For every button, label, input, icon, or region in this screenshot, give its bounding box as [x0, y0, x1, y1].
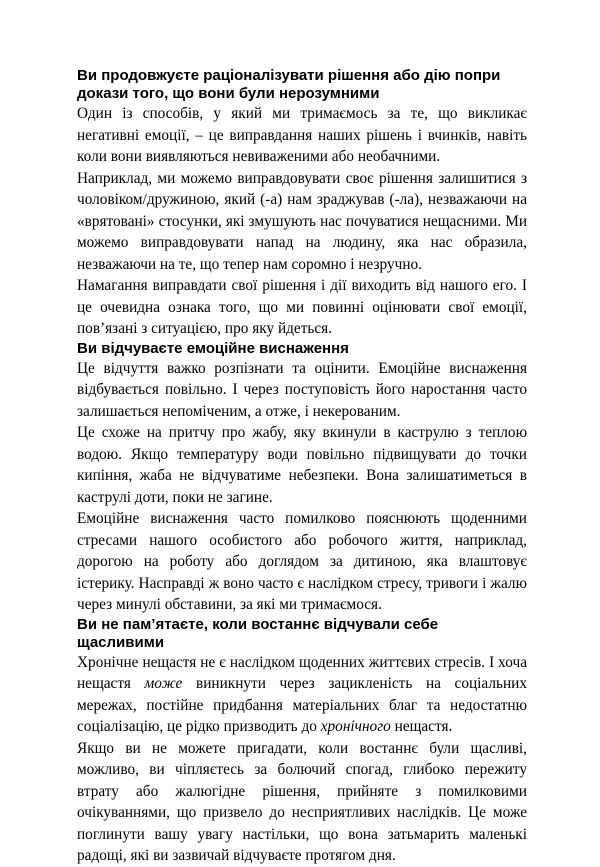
paragraph: Один із способів, у який ми тримаємось за те, що викликає негативні емоції, – це виправдання наших рішень і вчинків, навіть коли вони виявляються невиваженими або необачними. — [77, 105, 527, 165]
paragraph — [77, 652, 527, 738]
italic-text-run: хронічного — [320, 718, 391, 735]
paragraph: Намагання виправдати свої рішення і дії виходить від нашого его. І це очевидна ознака того, що ми повинні оцінювати свої емоції, пов’язані з ситуацією, про яку йдеться. — [77, 277, 527, 337]
section-heading-rationalize: Ви продовжуєте раціоналізувати рішення або дію попри докази того, що вони були нерозумними — [77, 67, 501, 102]
text-run: Хронічне нещастя не є наслідком щоденних життєвих стресів. І хоча нещастя — [77, 653, 527, 692]
section-heading-happiness: Ви не пам’ятаєте, коли востаннє відчували себе щасливими — [77, 615, 439, 651]
paragraph: Це відчуття важко розпізнати та оцінити. Емоційне виснаження відбувається повільно. І через поступовість його наростання часто залишається непоміченим, а отже, і некерованим. — [77, 359, 527, 420]
italic-text-run: може — [144, 675, 183, 692]
paragraph: Якщо ви не можете пригадати, коли востаннє були щасливі, можливо, ви чіпляєтесь за болючий спогад, глибоко пережиту втрату або жалюгідне рішення, прийняте з помилковими очікуваннями, що призвело до несприятливих наслідків. Це може поглинути вашу увагу настільки, що вона затьмарить маленькі радощі, які ви зазвичай відчуваєте протягом дня. — [77, 739, 527, 864]
text-run: нещастя. — [390, 718, 453, 735]
paragraph: Це схоже на притчу про жабу, яку вкинули в каструлю з теплою водою. Якщо температуру води повільно підвищувати до точки кипіння, жаба не відчуватиме небезпеки. Вона залишатиметься в каструлі доти, поки не загине. — [77, 424, 527, 506]
paragraph: Наприклад, ми можемо виправдовувати своє рішення залишитися з чоловіком/дружиною, який (-а) нам зраджував (-ла), незважаючи на «врятовані» стосунки, які змушують нас почуватися нещасними. Ми можемо виправдовувати напад на людину, яка нас образила, незважаючи на те, що тепер нам соромно і незручно. — [77, 169, 527, 273]
paragraph: Емоційне виснаження часто помилково пояснюють щоденними стресами нашого особистого або робочого життя, наприклад, дорогою на роботу або доглядом за дитиною, яка влаштовує істерику. Насправді ж воно часто є наслідком стресу, тривоги і жалю через минулі обставини, за які ми тримаємося. — [77, 510, 527, 613]
section-heading-exhaustion: Ви відчуваєте емоційне виснаження — [77, 339, 349, 357]
document-body — [77, 67, 527, 867]
text-run: виникнути через зацикленість на соціальних мережах, постійне придбання матеріальних благ та недостатню соціалізацію, це рідко призводить до — [77, 675, 527, 735]
